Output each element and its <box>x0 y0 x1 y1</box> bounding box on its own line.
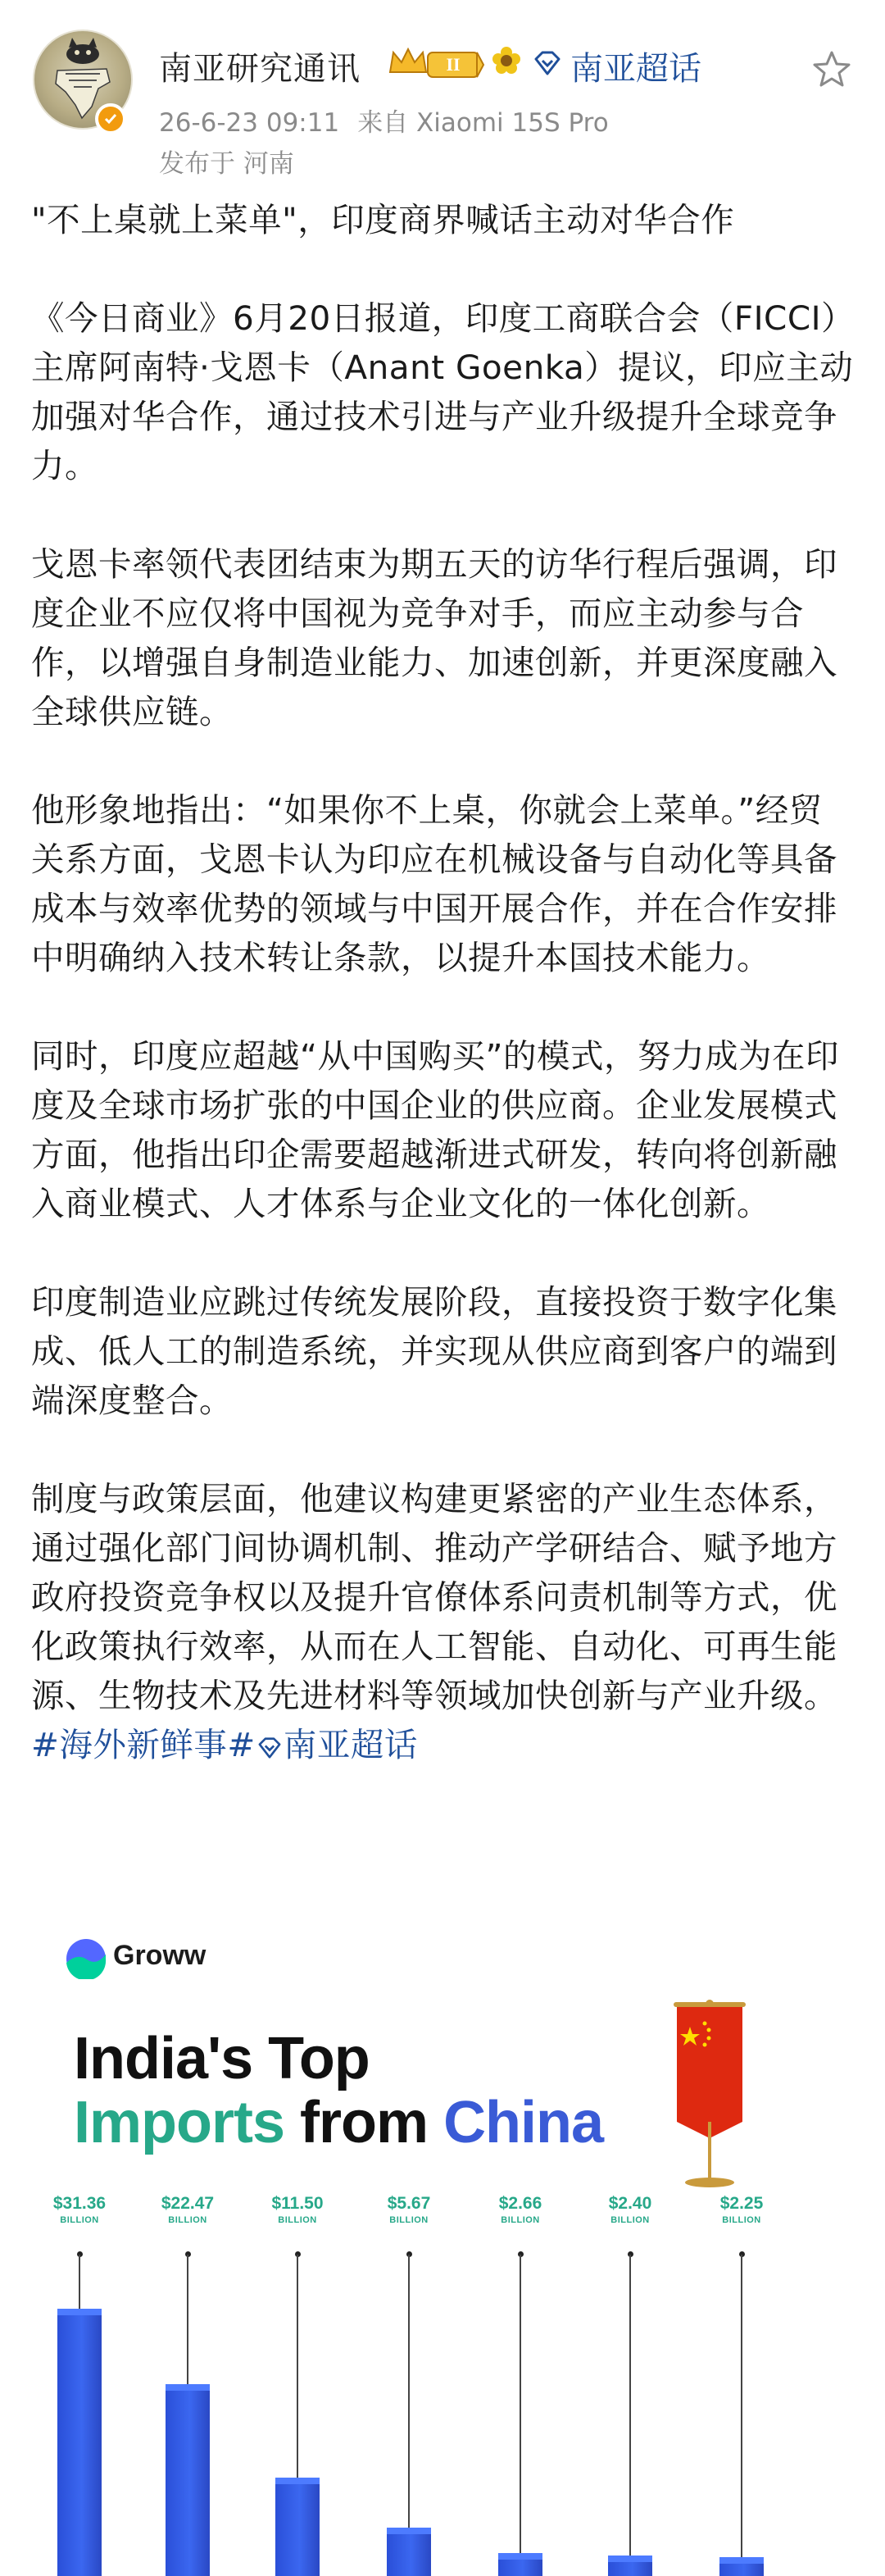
bar-leader-line <box>79 2255 80 2309</box>
bar-value-label: $22.47 <box>161 2194 215 2213</box>
bar-3 <box>275 2478 320 2576</box>
post-timestamp: 26-6-23 09:11 <box>159 108 340 138</box>
bar-leader-line <box>408 2255 410 2528</box>
bar-value-label: $31.36 <box>52 2194 107 2213</box>
article-headline: "不上桌就上菜单"，印度商界喊话主动对华合作 <box>31 200 735 239</box>
post-location: 发布于 河南 <box>159 149 294 179</box>
flower-icon <box>490 44 523 77</box>
hashtag-link[interactable]: #海外新鲜事# <box>31 1725 256 1764</box>
cat-icon <box>59 36 107 64</box>
bar-5 <box>498 2553 542 2576</box>
imports-bar-chart <box>31 2181 854 2576</box>
bar-value-label: $2.66 <box>498 2194 542 2213</box>
bar-4 <box>387 2528 431 2576</box>
bar-value-label: $5.67 <box>387 2194 431 2213</box>
crown-level-icon[interactable] <box>387 44 485 82</box>
bar-7 <box>719 2557 764 2576</box>
groww-brand-name: Groww <box>113 1940 206 1971</box>
bar-leader-line <box>187 2255 188 2384</box>
bar-leader-line <box>297 2255 298 2478</box>
post-source: 来自 Xiaomi 15S Pro <box>357 108 609 138</box>
article-body <box>31 195 856 1818</box>
topic-link-inline[interactable] <box>256 1725 418 1764</box>
title-word-china: China <box>443 2090 604 2155</box>
bar-value-label: $2.40 <box>608 2194 652 2213</box>
article-paragraph: 《今日商业》6月20日报道，印度工商联合会（FICCI）主席阿南特·戈恩卡（Anant Goenka）提议，印应主动加强对华合作，通过技术引进与产业升级提升全球竞争力。 <box>31 298 856 485</box>
topic-link-text: 南亚超话 <box>283 1725 418 1764</box>
bar-value-label: $11.50 <box>271 2194 324 2213</box>
bar-1 <box>57 2309 102 2576</box>
article-paragraph: 同时，印度应超越“从中国购买”的模式，努力成为在印度及全球市场扩张的中国企业的供应商。企业发展模式方面，他指出印企需要超越渐进式研发，转向将创新融入商业模式、人才体系与企业文化的一体化创新。 <box>31 1036 839 1223</box>
infographic-title-line1: India's Top <box>74 2026 370 2091</box>
article-paragraph <box>31 1474 856 1769</box>
china-flag-banner-icon <box>657 1999 762 2192</box>
post-header <box>0 0 885 189</box>
groww-logo-icon <box>66 1938 107 1979</box>
favorite-star-icon[interactable] <box>811 49 852 90</box>
infographic-image[interactable] <box>31 1902 854 2576</box>
bar-leader-line <box>520 2255 521 2553</box>
bar-unit-label: BILLION <box>389 2215 429 2225</box>
bar-unit-label: BILLION <box>60 2215 99 2225</box>
verified-badge-icon <box>95 103 126 134</box>
bar-unit-label: BILLION <box>278 2215 317 2225</box>
title-word-imports: Imports <box>74 2090 285 2155</box>
bar-unit-label: BILLION <box>610 2215 650 2225</box>
topic-link[interactable]: 南亚超话 <box>570 50 701 88</box>
post-meta <box>159 102 627 139</box>
infographic-title-line2 <box>74 2089 603 2156</box>
bar-unit-label: BILLION <box>501 2215 540 2225</box>
bar-6 <box>608 2556 652 2576</box>
article-paragraph: 他形象地指出：“如果你不上桌，你就会上菜单。”经贸关系方面，戈恩卡认为印应在机械设备与自动化等具备成本与效率优势的领域与中国开展合作，并在合作安排中明确纳入技术转让条款，以提升本国技术能力。 <box>31 790 837 977</box>
bar-leader-line <box>741 2255 742 2557</box>
title-word-from: from <box>300 2090 429 2155</box>
diamond-topic-icon <box>256 1737 284 1759</box>
article-paragraph-text: 制度与政策层面，他建议构建更紧密的产业生态体系，通过强化部门间协调机制、推动产学研结合、赋予地方政府投资竞争权以及提升官僚体系问责机制等方式，优化政策执行效率，从而在人工智能、自动化、可再生能源、生物技术及先进材料等领域加快创新与产业升级。 <box>31 1479 837 1715</box>
article-paragraph: 印度制造业应跳过传统发展阶段，直接投资于数字化集成、低人工的制造系统，并实现从供应商到客户的端到端深度整合。 <box>31 1282 837 1420</box>
bar-unit-label: BILLION <box>722 2215 761 2225</box>
bar-unit-label: BILLION <box>168 2215 207 2225</box>
diamond-topic-icon <box>533 51 562 75</box>
author-name[interactable]: 南亚研究通讯 <box>159 50 361 88</box>
bar-2 <box>166 2384 210 2576</box>
article-paragraph: 戈恩卡率领代表团结束为期五天的访华行程后强调，印度企业不应仅将中国视为竞争对手，而应主动参与合作，以增强自身制造业能力、加速创新，并更深度融入全球供应链。 <box>31 544 837 731</box>
bar-value-label: $2.25 <box>719 2194 764 2213</box>
bar-leader-line <box>629 2255 631 2556</box>
level-badge-text: II <box>446 54 461 75</box>
